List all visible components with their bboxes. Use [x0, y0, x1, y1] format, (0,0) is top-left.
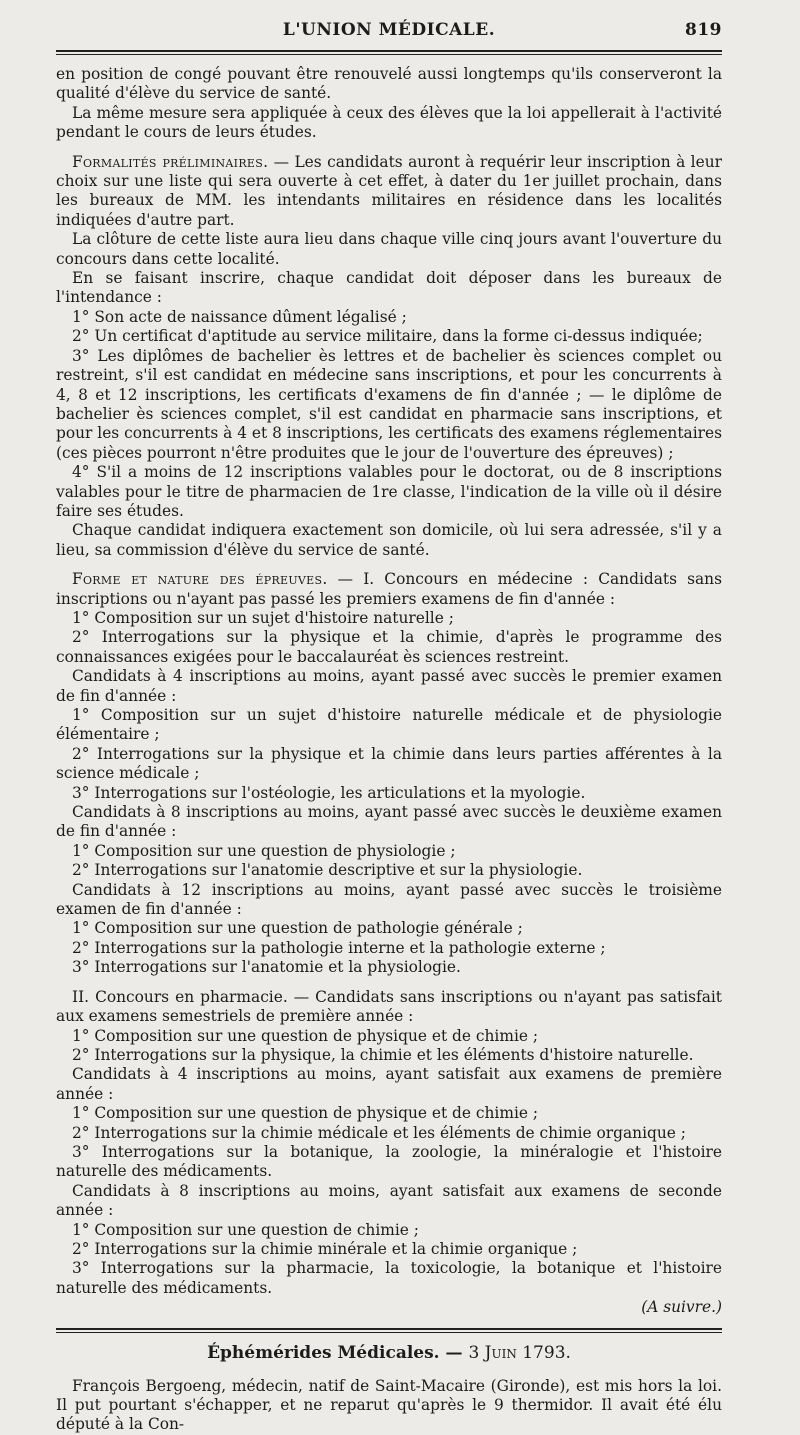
paragraph-text: 2° Un certificat d'aptitude au service militaire, dans la forme ci-dessus indiquée; [72, 327, 703, 346]
paragraph-text: 1° Composition sur un sujet d'histoire naturelle médicale et de physiologie élémentaire ; [56, 706, 722, 744]
paragraph [56, 230, 722, 269]
paragraph-text: Chaque candidat indiquera exactement son domicile, où lui sera adressée, s'il y a lieu, sa commission d'élève du service de santé. [56, 521, 722, 559]
paragraph [56, 881, 722, 920]
paragraph-text: Candidats à 8 inscriptions au moins, ayant passé avec succès le deuxième examen de fin d'année : [56, 803, 722, 841]
paragraph [56, 706, 722, 745]
paragraph [56, 1065, 722, 1104]
paragraph-text: 3° Interrogations sur la pharmacie, la toxicologie, la botanique et l'histoire naturelle des médicaments. [56, 1259, 722, 1297]
paragraph [56, 1143, 722, 1182]
section-rule [56, 1328, 722, 1333]
paragraph [56, 667, 722, 706]
paragraph-text: Candidats à 8 inscriptions au moins, ayant satisfait aux examens de seconde année : [56, 1181, 722, 1220]
header-rule [56, 50, 722, 55]
article-body [56, 65, 722, 1318]
paragraph-text: 2° Interrogations sur l'anatomie descriptive et sur la physiologie. [72, 861, 583, 880]
paragraph-text: 2° Interrogations sur la physique, la chimie et les éléments d'histoire naturelle. [72, 1045, 694, 1064]
paragraph-text: — Les candidats auront à requérir leur inscription à leur choix sur une liste qui sera ouverte à cet effet, à dater du 1er juillet prochain, dans les bureaux de MM. les intendants militaires en résidence dans les localités indiquées d'autre part. [56, 152, 722, 229]
paragraph [56, 1027, 722, 1046]
paragraph [56, 1046, 722, 1065]
paragraph [56, 65, 722, 104]
paragraph-text: 1° Composition sur une question de physiologie ; [72, 841, 456, 860]
paragraph-text: 4° S'il a moins de 12 inscriptions valables pour le doctorat, ou de 8 inscriptions valables pour le titre de pharmacien de 1re classe, l'indication de la ville où il désire faire ses études. [56, 463, 722, 520]
paragraph [56, 861, 722, 880]
paragraph [56, 521, 722, 560]
paragraph [56, 609, 722, 628]
paragraph-text: 3° Interrogations sur l'ostéologie, les articulations et la myologie. [72, 783, 586, 802]
paragraph-text: 2° Interrogations sur la physique et la chimie, d'après le programme des connaissances exigées pour le baccalauréat ès sciences restreint. [56, 628, 722, 666]
ephemerides-heading [56, 1343, 722, 1363]
paragraph [56, 570, 722, 609]
paragraph [56, 988, 722, 1027]
paragraph-text: La même mesure sera appliquée à ceux des élèves que la loi appellerait à l'activité pendant le cours de leurs études. [56, 103, 722, 142]
section-lead: Forme et nature des épreuves. [72, 570, 328, 589]
paragraph [56, 269, 722, 308]
section-lead: Formalités préliminaires. [72, 152, 269, 171]
paragraph [56, 308, 722, 327]
paragraph [56, 842, 722, 861]
paragraph-text: 3° Les diplômes de bachelier ès lettres et de bachelier ès sciences complet ou restreint, s'il est candidat en médecine sans inscriptions, et pour les concurrents à 4, 8 et 12 inscriptions, les certificats d'examens de fin d'année ; — le diplôme de bachelier ès sciences complet, s'il est candidat en pharmacie sans inscriptions, et pour les concurrents à 4 et 8 inscriptions, les certificats des examens réglementaires (ces pièces pourront n'être produites que le jour de l'ouverture des épreuves) ; [56, 346, 722, 462]
ephemerides-text: François Bergoeng, médecin, natif de Saint-Macaire (Gironde), est mis hors la loi. Il put pourtant s'échapper, et ne reparut qu'après le 9 thermidor. Il avait été élu député à la Con- [56, 1376, 722, 1434]
paragraph-text: Candidats à 4 inscriptions au moins, ayant satisfait aux examens de première année : [56, 1065, 722, 1103]
paragraph-text: Candidats à 12 inscriptions au moins, ayant passé avec succès le troisième examen de fin d'année : [56, 880, 722, 919]
paragraph [56, 1259, 722, 1298]
paragraph-text: 2° Interrogations sur la chimie minérale et la chimie organique ; [72, 1239, 578, 1258]
paragraph [56, 347, 722, 463]
paragraph [56, 919, 722, 938]
paragraph [56, 1104, 722, 1123]
running-head [56, 18, 722, 44]
paragraph [56, 939, 722, 958]
paragraph-text: 1° Composition sur une question de pathologie générale ; [72, 919, 523, 938]
paragraph [56, 745, 722, 784]
paragraph-text: en position de congé pouvant être renouvelé aussi longtemps qu'ils conserveront la qualité d'élève du service de santé. [56, 65, 722, 103]
paragraph [56, 1221, 722, 1240]
paragraph-text: 1° Composition sur une question de physique et de chimie ; [72, 1104, 539, 1123]
paragraph-text: 2° Interrogations sur la physique et la chimie dans leurs parties afférentes à la science médicale ; [56, 744, 722, 783]
page-number: 819 [685, 20, 722, 40]
ephemerides-separator: — [439, 1342, 469, 1363]
continued-note: (A suivre.) [641, 1298, 722, 1317]
paragraph [56, 463, 722, 521]
paragraph-text: 1° Composition sur une question de physique et de chimie ; [72, 1026, 539, 1045]
paragraph [56, 784, 722, 803]
ephemerides-title: Éphémérides Médicales. [207, 1342, 440, 1363]
paragraph-text: 2° Interrogations sur la chimie médicale et les éléments de chimie organique ; [72, 1123, 686, 1142]
paragraph [56, 153, 722, 231]
paragraph-text: La clôture de cette liste aura lieu dans chaque ville cinq jours avant l'ouverture du concours dans cette localité. [56, 230, 722, 268]
paragraph-text: 3° Interrogations sur l'anatomie et la physiologie. [72, 958, 461, 977]
paragraph [56, 1182, 722, 1221]
paragraph [56, 1124, 722, 1143]
paragraph-text: En se faisant inscrire, chaque candidat doit déposer dans les bureaux de l'intendance : [56, 269, 722, 307]
paragraph-text: II. Concours en pharmacie. — Candidats sans inscriptions ou n'ayant pas satisfait aux examens semestriels de première année : [56, 987, 722, 1026]
paragraph [56, 1240, 722, 1259]
paragraph-text: 1° Composition sur un sujet d'histoire naturelle ; [72, 608, 454, 627]
paragraph [56, 628, 722, 667]
journal-title: L'UNION MÉDICALE. [282, 20, 496, 40]
paragraph [56, 803, 722, 842]
ephemerides-date: 3 Juin 1793. [468, 1342, 571, 1363]
paragraph-text: Candidats à 4 inscriptions au moins, ayant passé avec succès le premier examen de fin d'année : [56, 667, 722, 705]
paragraph-text: 2° Interrogations sur la pathologie interne et la pathologie externe ; [72, 938, 606, 957]
paragraph [56, 958, 722, 977]
paragraph-text: 3° Interrogations sur la botanique, la zoologie, la minéralogie et l'histoire naturelle des médicaments. [56, 1142, 722, 1181]
paragraph [56, 327, 722, 346]
paragraph [56, 104, 722, 143]
paragraph-text: 1° Composition sur une question de chimie ; [72, 1220, 419, 1239]
paragraph-text: 1° Son acte de naissance dûment légalisé ; [72, 307, 407, 326]
paragraph-text: — I. Concours en médecine : Candidats sans inscriptions ou n'ayant pas passé les premiers examens de fin d'année : [56, 570, 722, 608]
